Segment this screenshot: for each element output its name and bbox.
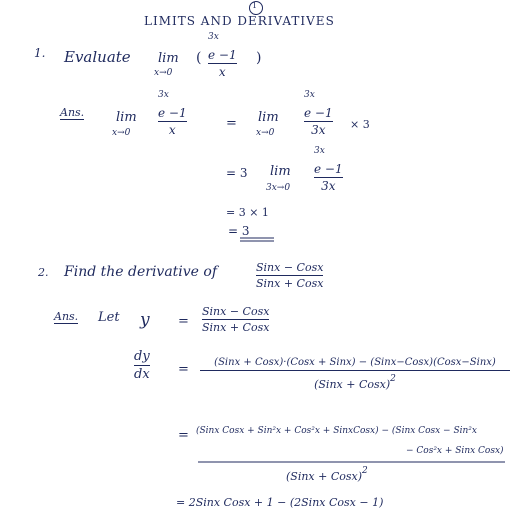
- q1-den: x: [218, 65, 226, 79]
- a2-eq-1: =: [178, 314, 189, 329]
- dx: dx: [134, 367, 150, 382]
- a1-l3-sub: 3x→0: [266, 183, 291, 193]
- a1-l3-num: e −1: [314, 162, 343, 176]
- a1-l1-sup: 3x: [158, 90, 169, 100]
- step2-den-sup: 2: [362, 466, 368, 476]
- a1-l2-den: 3x: [311, 123, 326, 137]
- q1-prompt: Evaluate: [64, 48, 131, 66]
- q1-lim: lim: [158, 51, 179, 66]
- deriv-den-sup: 2: [390, 374, 396, 384]
- a1-l3-den: 3x: [321, 179, 336, 193]
- a1-l3-fraction: [314, 146, 343, 193]
- a1-l2-sup: 3x: [304, 90, 315, 100]
- a1-l2-sub: x→0: [256, 128, 275, 138]
- a1-l1-den: x: [168, 123, 176, 137]
- q2-num: Sinx − Cosx: [256, 261, 324, 274]
- a2-eq-2: =: [178, 362, 189, 377]
- a1-l1-lim: lim: [116, 110, 137, 125]
- a2-let: Let: [98, 310, 120, 325]
- a1-eq: =: [226, 116, 237, 131]
- a1-l3-lim: lim: [270, 164, 291, 179]
- page-title: LIMITS AND DERIVATIVES: [144, 14, 335, 28]
- a1-l2-mult: × 3: [350, 118, 370, 131]
- a2-label: Ans.: [54, 310, 79, 323]
- q2-fraction: [256, 262, 323, 289]
- a1-l2-lim: lim: [258, 110, 279, 125]
- q1-open-paren: (: [196, 50, 202, 66]
- q2-number: 2.: [38, 266, 49, 279]
- a2-y-num: Sinx − Cosx: [202, 305, 270, 318]
- q1-num: e −1: [208, 48, 237, 62]
- a1-l1-fraction: [158, 90, 187, 137]
- a1-l3-prefix: = 3: [226, 166, 248, 180]
- a1-l5: = 3: [228, 224, 250, 238]
- step2-den: (Sinx + Cosx): [286, 470, 363, 483]
- deriv-fraction: [200, 358, 510, 391]
- step2-num-a: (Sinx Cosx + Sin²x + Cos²x + SinxCosx) − (Sinx Cosx − Sin²x: [196, 426, 477, 436]
- q1-fraction: [208, 32, 237, 79]
- a2-y-fraction: [202, 306, 269, 333]
- a1-l1-num: e −1: [158, 106, 187, 120]
- dy: dy: [134, 349, 150, 364]
- a1-l2-num: e −1: [304, 106, 333, 120]
- a1-l4: = 3 × 1: [226, 206, 269, 219]
- step2-den-wrap: [286, 466, 368, 483]
- q1-sup: 3x: [208, 32, 219, 42]
- q1-lim-sub: x→0: [154, 68, 173, 78]
- deriv-num: (Sinx + Cosx)·(Cosx + Sinx) − (Sinx−Cosx)(Cosx−Sinx): [214, 357, 496, 368]
- a2-y: y: [140, 310, 150, 330]
- q1-number: 1.: [34, 46, 46, 60]
- q2-prompt: Find the derivative of: [64, 264, 218, 280]
- a1-l2-fraction: [304, 90, 333, 137]
- step2-num-b: − Cos²x + Sinx Cosx): [406, 446, 504, 456]
- q1-close-paren: ): [256, 50, 262, 66]
- page-number: 1: [252, 1, 258, 10]
- a2-y-den: Sinx + Cosx: [202, 321, 270, 334]
- dy-dx: [134, 350, 150, 381]
- q2-den: Sinx + Cosx: [256, 277, 324, 290]
- a1-l1-sub: x→0: [112, 128, 131, 138]
- deriv-den: (Sinx + Cosx): [314, 378, 391, 391]
- a2-eq-3: =: [178, 428, 189, 443]
- a1-label: Ans.: [60, 106, 85, 119]
- step3: = 2Sinx Cosx + 1 − (2Sinx Cosx − 1): [176, 496, 384, 509]
- a1-l3-sup: 3x: [314, 146, 325, 156]
